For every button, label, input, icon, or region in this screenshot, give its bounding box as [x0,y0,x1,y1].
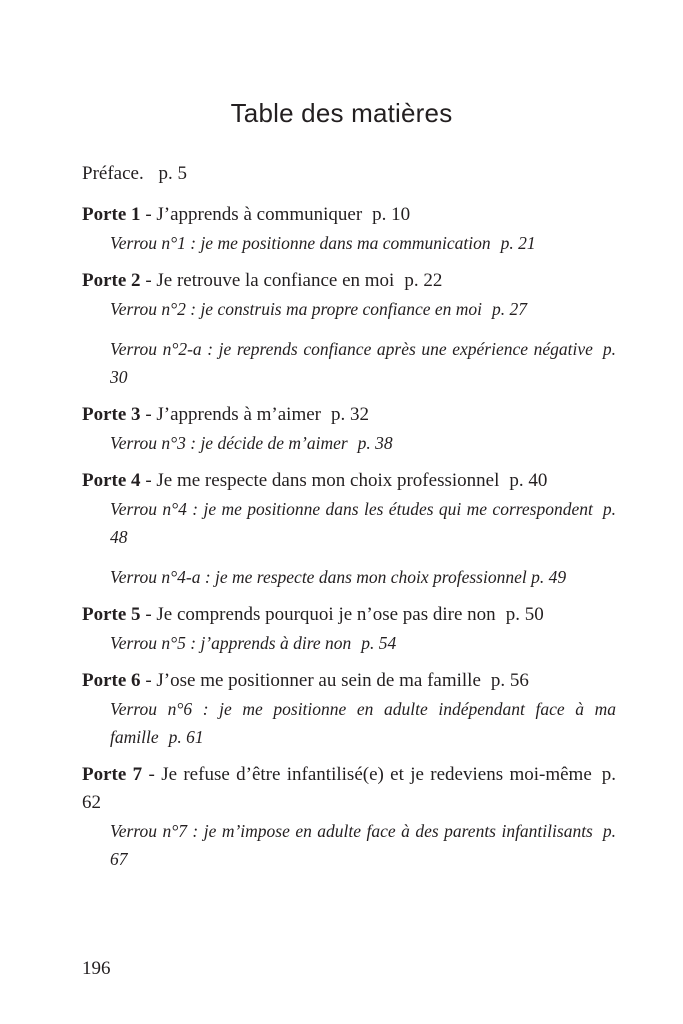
toc-entry-porte-4 [82,467,616,495]
preface-page: p. 5 [158,163,187,184]
verrou-page: p. 27 [492,299,528,319]
porte-label: Porte 4 [82,470,141,491]
separator: - [140,404,157,425]
verrou-page: p. 38 [357,433,393,453]
verrou-text: Verrou n°5 : j’apprends à dire non [110,633,352,653]
separator: - [140,270,157,291]
toc-entry-porte-1 [82,201,616,229]
porte-label: Porte 7 [82,764,143,785]
separator: - [140,470,157,491]
porte-page: p. 50 [505,604,544,625]
verrou-page: p. 61 [168,727,204,747]
separator: - [140,604,157,625]
separator: - [142,764,162,785]
toc-entry-porte-3 [82,401,616,429]
porte-page: p. 40 [509,470,548,491]
separator: - [140,670,157,691]
porte-title: Je comprends pourquoi je n’ose pas dire non [156,604,496,625]
porte-title: Je me respecte dans mon choix professionnel [156,470,500,491]
toc-subentry-verrou-4a [82,563,616,591]
verrou-page: p. 49 [531,567,567,587]
preface-label: Préface. [82,163,144,184]
porte-title: Je refuse d’être infantilisé(e) et je redeviens moi-même [161,764,592,785]
toc-entry-porte-2 [82,267,616,295]
toc-subentry-verrou-7 [82,817,616,873]
porte-page: p. 32 [331,404,369,425]
verrou-text: Verrou n°7 : je m’impose en adulte face à des parents infantilisants [110,821,593,841]
toc-subentry-verrou-5 [82,629,616,657]
verrou-text: Verrou n°1 : je me positionne dans ma communication [110,233,491,253]
verrou-text: Verrou n°6 : je me positionne en adulte indépendant face à ma famille [110,699,616,747]
toc-entry-porte-5 [82,601,616,629]
toc-subentry-verrou-3 [82,429,616,457]
porte-page: p. 56 [490,670,529,691]
porte-label: Porte 5 [82,604,141,625]
verrou-text: Verrou n°3 : je décide de m’aimer [110,433,348,453]
verrou-text: Verrou n°2-a : je reprends confiance après une expérience négative [110,339,593,359]
porte-page: p. 62 [82,764,616,813]
porte-title: J’apprends à m’aimer [156,404,321,425]
page-title: Table des matières [230,98,453,128]
separator: - [140,204,157,225]
porte-label: Porte 6 [82,670,141,691]
verrou-text: Verrou n°4 : je me positionne dans les études qui me correspondent [110,499,593,519]
toc-subentry-verrou-2a [82,335,616,391]
porte-title: J’apprends à communiquer [156,204,363,225]
verrou-page: p. 21 [500,233,536,253]
toc-entry-porte-7 [82,761,616,817]
toc-entry-porte-6 [82,667,616,695]
porte-title: Je retrouve la confiance en moi [156,270,395,291]
verrou-text: Verrou n°4-a : je me respecte dans mon choix professionnel [110,567,527,587]
page-number: 196 [82,958,111,979]
porte-label: Porte 1 [82,204,141,225]
toc-subentry-verrou-2 [82,295,616,323]
toc-subentry-verrou-1 [82,229,616,257]
verrou-page: p. 30 [110,339,616,387]
verrou-text: Verrou n°2 : je construis ma propre confiance en moi [110,299,483,319]
verrou-page: p. 67 [110,821,616,869]
porte-label: Porte 2 [82,270,141,291]
table-of-contents [82,160,616,873]
verrou-page: p. 54 [361,633,397,653]
porte-page: p. 22 [404,270,443,291]
porte-title: J’ose me positionner au sein de ma famille [156,670,481,691]
toc-subentry-verrou-6 [82,695,616,751]
toc-entry-preface [82,160,616,188]
toc-subentry-verrou-4 [82,495,616,551]
verrou-page: p. 48 [110,499,616,547]
porte-page: p. 10 [372,204,411,225]
porte-label: Porte 3 [82,404,141,425]
